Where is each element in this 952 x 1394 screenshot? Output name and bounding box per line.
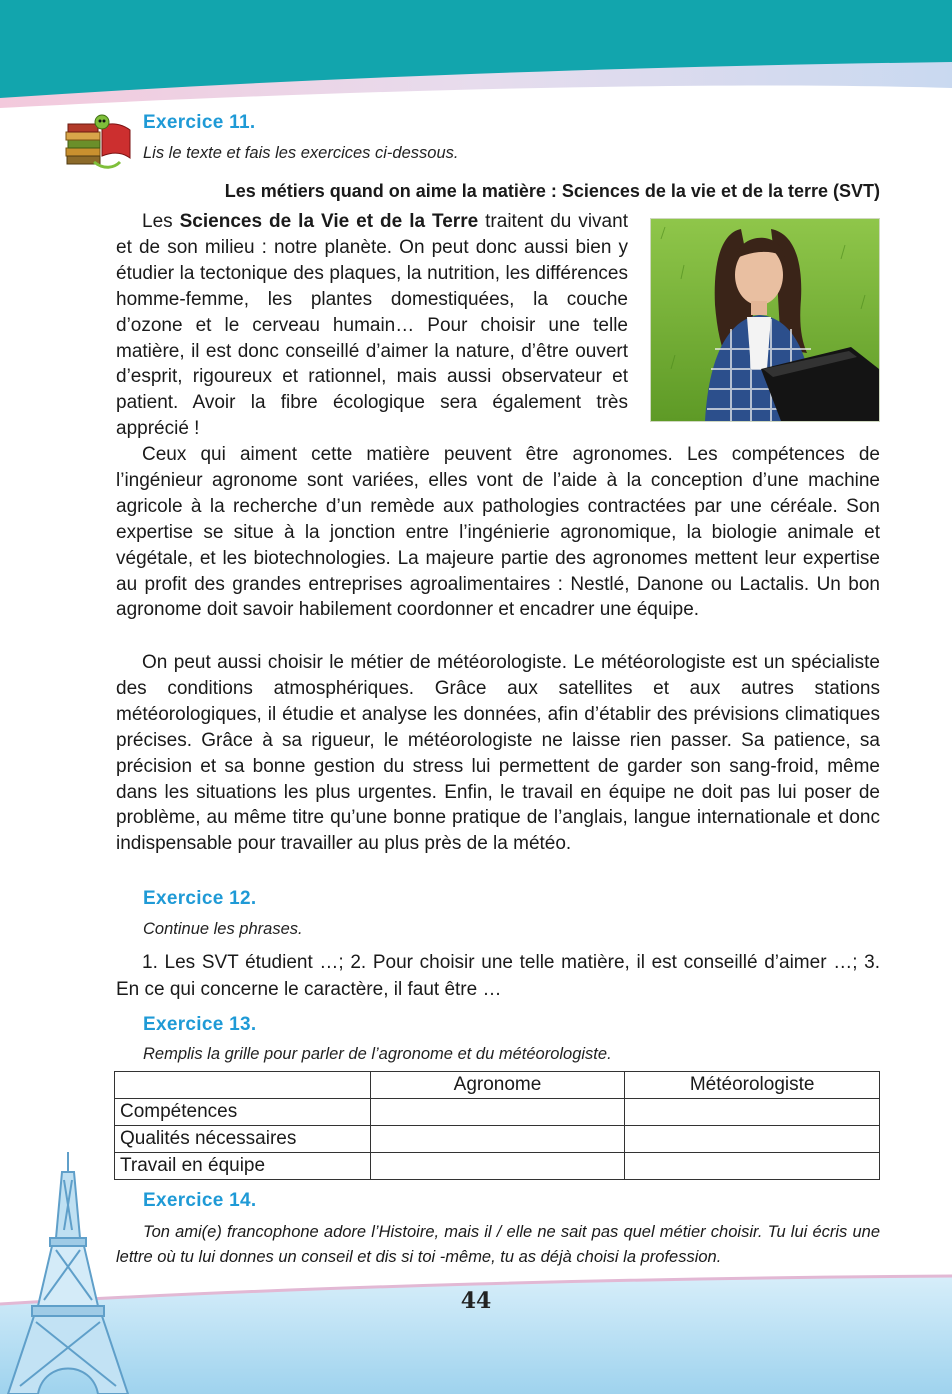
article-paragraph-2: Ceux qui aiment cette matière peuvent être agronomes. Les compétences de l’ingénieur agronome sont variées, elles vont de l’aide à la conception d’une machine agricole à la recherche d’un remède aux pathologies contractées par une céréale. Son expertise se situe à la jonction entre l’ingénierie agronomique, la biologie animale et végétale, et les biotechnologies. La majeure partie des agronomes mettent leur expertise au profit des grandes entreprises agroalimentaires : Nestlé, Danone ou Lactalis. Un bon agronome doit savoir habilement coordonner et encadrer une équipe.: [116, 444, 880, 621]
exercise-11-instruction: Lis le texte et fais les exercices ci-dessous.: [143, 144, 459, 162]
article-paragraph-1: [116, 209, 628, 442]
exercise-12-instruction: Continue les phrases.: [143, 920, 303, 938]
footer-band: [0, 1268, 952, 1394]
grid-cell-meteorologiste[interactable]: [625, 1126, 880, 1153]
grid-header-meteorologiste: Météorologiste: [625, 1072, 880, 1099]
grid-cell-agronome[interactable]: [370, 1099, 625, 1126]
p1-lead: Les: [142, 211, 180, 232]
grid-header-row: [115, 1072, 880, 1099]
grid-header-agronome: Agronome: [370, 1072, 625, 1099]
exercise-14-title: Exercice 14.: [143, 1190, 257, 1211]
comparison-grid: [114, 1071, 880, 1180]
header-band: [0, 0, 952, 110]
article-paragraph-3: On peut aussi choisir le métier de météorologiste. Le météorologiste est un spécialiste des conditions atmosphériques. Grâce aux satellites et aux autres stations météorologiques, il étudie et analyse les données, afin d’établir des prévisions climatiques précises. Grâce à sa rigueur, le météorologiste ne laisse rien passer. Sa patience, sa précision et sa bonne gestion du stress lui permettent de garder son sang-froid, même dans les situations les plus urgentes. Enfin, le travail en équipe ne doit pas lui poser de problème, au même titre qu’une bonne pratique de l’anglais, langue internationale et donc indispensable pour travailler au plus près de la météo.: [116, 652, 880, 855]
eiffel-tower-icon: [6, 1150, 130, 1394]
page-number: 44: [460, 1288, 492, 1314]
books-icon: [64, 112, 134, 172]
grid-cell-meteorologiste[interactable]: [625, 1099, 880, 1126]
student-with-laptop-image: [651, 219, 879, 421]
grid-row-label: Compétences: [115, 1099, 371, 1126]
grid-row-label: Travail en équipe: [115, 1153, 371, 1180]
exercise-11-title: Exercice 11.: [143, 112, 256, 133]
exercise-13-title: Exercice 13.: [143, 1014, 257, 1035]
article-title: Les métiers quand on aime la matière : Sciences de la vie et de la terre (SVT): [224, 181, 880, 201]
grid-cell-agronome[interactable]: [370, 1153, 625, 1180]
exercise-13-instruction: Remplis la grille pour parler de l’agronome et du météorologiste.: [143, 1045, 612, 1063]
grid-cell-meteorologiste[interactable]: [625, 1153, 880, 1180]
grid-row: [115, 1099, 880, 1126]
grid-row: [115, 1153, 880, 1180]
grid-row-label: Qualités nécessaires: [115, 1126, 371, 1153]
grid-header-empty: [115, 1072, 371, 1099]
grid-row: [115, 1126, 880, 1153]
exercise-14-instruction: Ton ami(e) francophone adore l’Histoire, mais il / elle ne sait pas quel métier choisir. Tu lui écris une lettre où tu lui donnes un conseil et dis si toi -même, tu as déjà choisi la profession.: [116, 1223, 880, 1266]
grid-cell-agronome[interactable]: [370, 1126, 625, 1153]
p1-bold-term: Sciences de la Vie et de la Terre: [179, 211, 479, 232]
exercise-12-title: Exercice 12.: [143, 888, 257, 909]
p1-rest: traitent du vivant et de son milieu : notre planète. On peut donc aussi bien y étudier la tectonique des plaques, la nutrition, les différences homme-femme, les plantes domestiquées, la couche d’ozone et le cerveau humain… Pour choisir une telle matière, il est donc conseillé d’aimer la nature, d’être ouvert d’esprit, rigoureux et rationnel, mais aussi observateur et patient. Avoir la fibre écologique sera également très apprécié !: [116, 211, 628, 440]
student-photo: [650, 218, 880, 422]
exercise-12-sentences: 1. Les SVT étudient …; 2. Pour choisir une telle matière, il est conseillé d’aimer …; 3. En ce qui concerne le caractère, il faut être …: [116, 952, 880, 1000]
